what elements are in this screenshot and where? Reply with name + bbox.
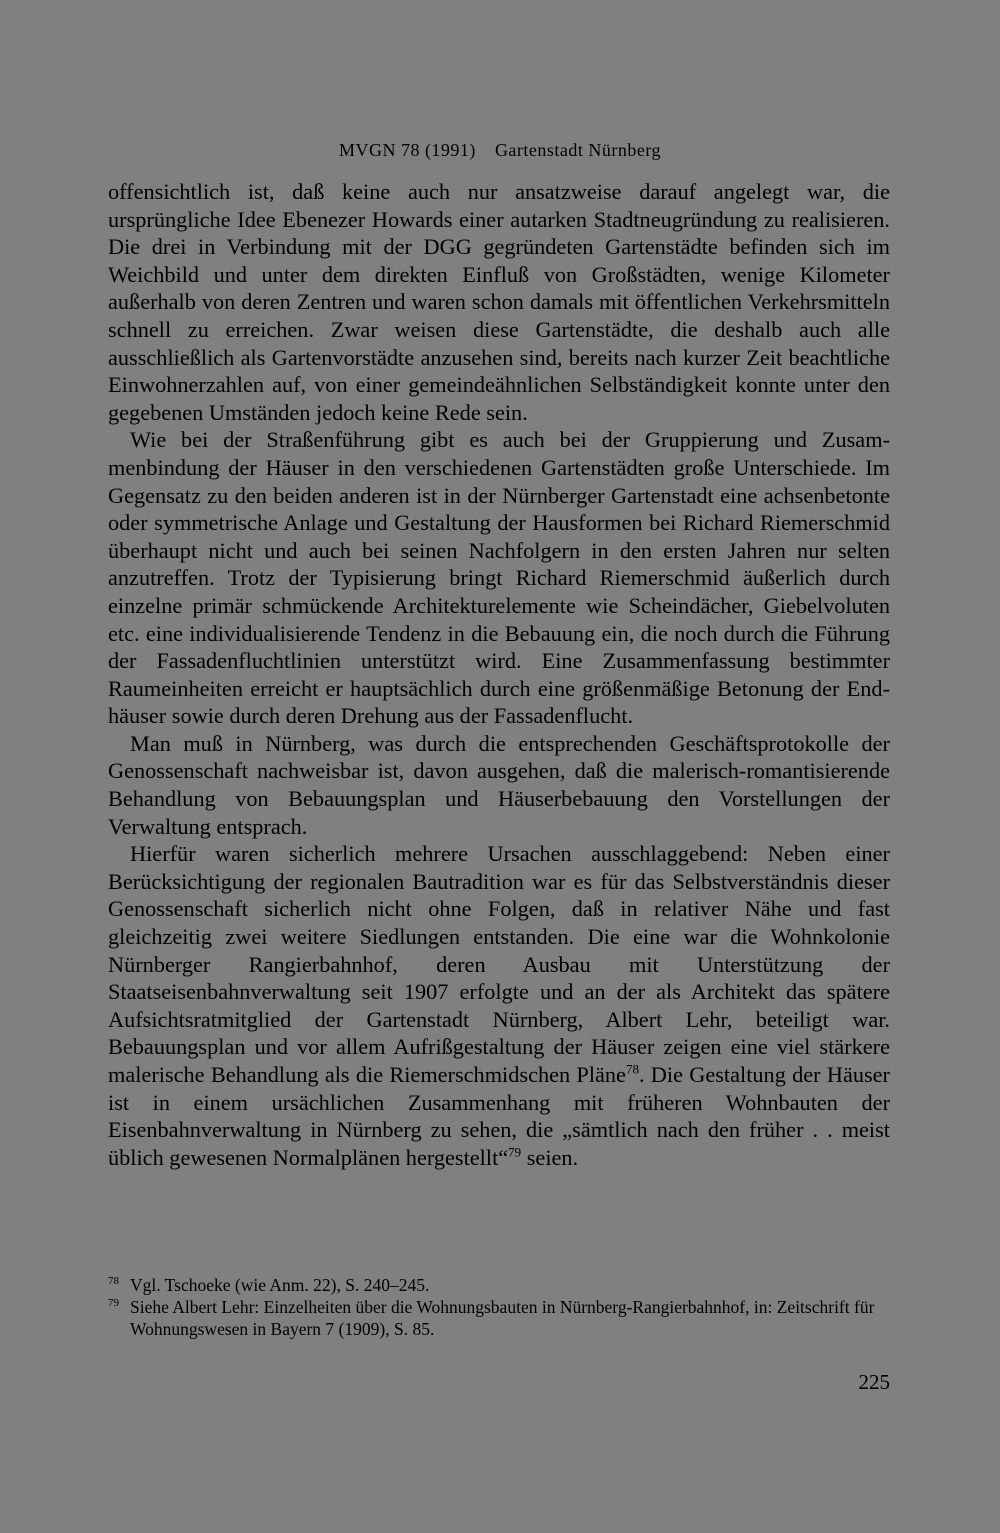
paragraph-4-part-2: . Die Gestaltung der Häuser ist in einem ursächlichen Zusammenhang mit früheren Wohnbauten der Eisenbahnverwaltung in Nürnberg zu sehen, die „sämtlich nach den früher . . meist üblich gewesenen Normalplänen hergestellt“ — [108, 1062, 890, 1170]
paragraph-4-part-1: Hierfür waren sicherlich mehrere Ursachen ausschlaggebend: Neben einer Berücksichtigung der regionalen Bautradition war es für das Selbstverständnis dieser Genossenschaft sicherlich nicht ohne Folgen, daß in relativer Nähe und fast gleichzeitig zwei weitere Siedlungen entstanden. Die eine war die Wohnkolonie Nürnberger Rangierbahnhof, deren Ausbau mit Unterstützung der Staatseisenbahnverwaltung seit 1907 erfolgte und an der als Architekt das spätere Aufsichtsratmitglied der Gartenstadt Nürnberg, Albert Lehr, beteiligt war. Bebauungsplan und vor allem Aufrißgestaltung der Häuser zeigen eine viel stärkere malerische Behandlung als die Riemerschmidschen Pläne — [108, 841, 890, 1087]
paragraph-3: Man muß in Nürnberg, was durch die entsprechenden Geschäftsprotokolle der Genossenschaft nachweisbar ist, davon ausgehen, daß die malerisch-romantisierende Behandlung von Bebauungsplan und Häuserbebauung den Vorstellungen der Verwaltung entsprach. — [108, 730, 890, 839]
running-header — [0, 140, 1000, 161]
header-journal: MVGN 78 (1991) — [338, 140, 476, 160]
footnote-ref-79: 79 — [508, 1144, 522, 1160]
paragraph-2: Wie bei der Straßenführung gibt es auch bei der Gruppierung und Zusammenbindung der Häuser in den verschiedenen Gartenstädten große Unterschiede. Im Gegensatz zu den beiden anderen ist in der Nürnberger Gartenstadt eine achsenbetonte oder symmetrische Anlage und Gestaltung der Hausformen bei Richard Riemerschmid überhaupt nicht und auch bei seinen Nachfolgern in den ersten Jahren nur selten anzutreffen. Trotz der Typisierung bringt Richard Riemerschmid äußerlich durch einzelne primär schmückende Architekturelemente wie Scheindächer, Giebelvoluten etc. eine individualisierende Tendenz in die Bebauung ein, die noch durch die Führung der Fassadenfluchtlinien unterstützt wird. Eine Zusammenfassung bestimmter Raumeinheiten erreicht er hauptsächlich durch eine größenmäßige Betonung der Endhäuser sowie durch deren Drehung aus der Fassadenflucht. — [108, 427, 890, 729]
header-title: Gartenstadt Nürnberg — [494, 140, 662, 160]
footnote-ref-78: 78 — [625, 1061, 639, 1077]
footnotes — [108, 1274, 890, 1340]
paragraph-4 — [108, 840, 890, 1171]
paragraph-4-part-3: seien. — [521, 1144, 579, 1170]
main-text — [108, 178, 890, 1171]
page-number: 225 — [858, 1370, 890, 1394]
footnote-text: Vgl. Tschoeke (wie Anm. 22), S. 240–245. — [130, 1275, 430, 1295]
paragraph-1: offensichtlich ist, daß keine auch nur ansatzweise darauf angelegt war, die ursprüngliche Idee Ebenezer Howards einer autarken Stadtneugründung zu realisieren. Die drei in Verbindung mit der DGG gegründeten Gartenstädte befinden sich im Weichbild und unter dem direkten Einfluß von Großstädten, wenige Kilometer außerhalb von deren Zentren und waren schon damals mit öffentlichen Verkehrsmitteln schnell zu erreichen. Zwar weisen diese Gartenstädte, die deshalb auch alle ausschließlich als Gartenvorstädte anzusehen sind, bereits nach kurzer Zeit beachtliche Einwohnerzahlen auf, von einer gemeindeähnlichen Selbständigkeit konnte unter den gegebenen Umständen jedoch keine Rede sein. — [108, 179, 890, 425]
footnote-78: 78 Vgl. Tschoeke (wie Anm. 22), S. 240–245. — [108, 1275, 430, 1295]
footnote-text: Siehe Albert Lehr: Einzelheiten über die Wohnungsbauten in Nürnberg-Rangierbahnhof, in: Zeitschrift für Wohnungswesen in Bayern 7 (1909), S. 85. — [130, 1297, 875, 1339]
footnote-79: 79 Siehe Albert Lehr: Einzelheiten über die Wohnungsbauten in Nürnberg-Rangierbahnhof, in: Zeitschrift für Wohnungswesen in Bayern 7 (1909), S. 85. — [108, 1297, 875, 1339]
